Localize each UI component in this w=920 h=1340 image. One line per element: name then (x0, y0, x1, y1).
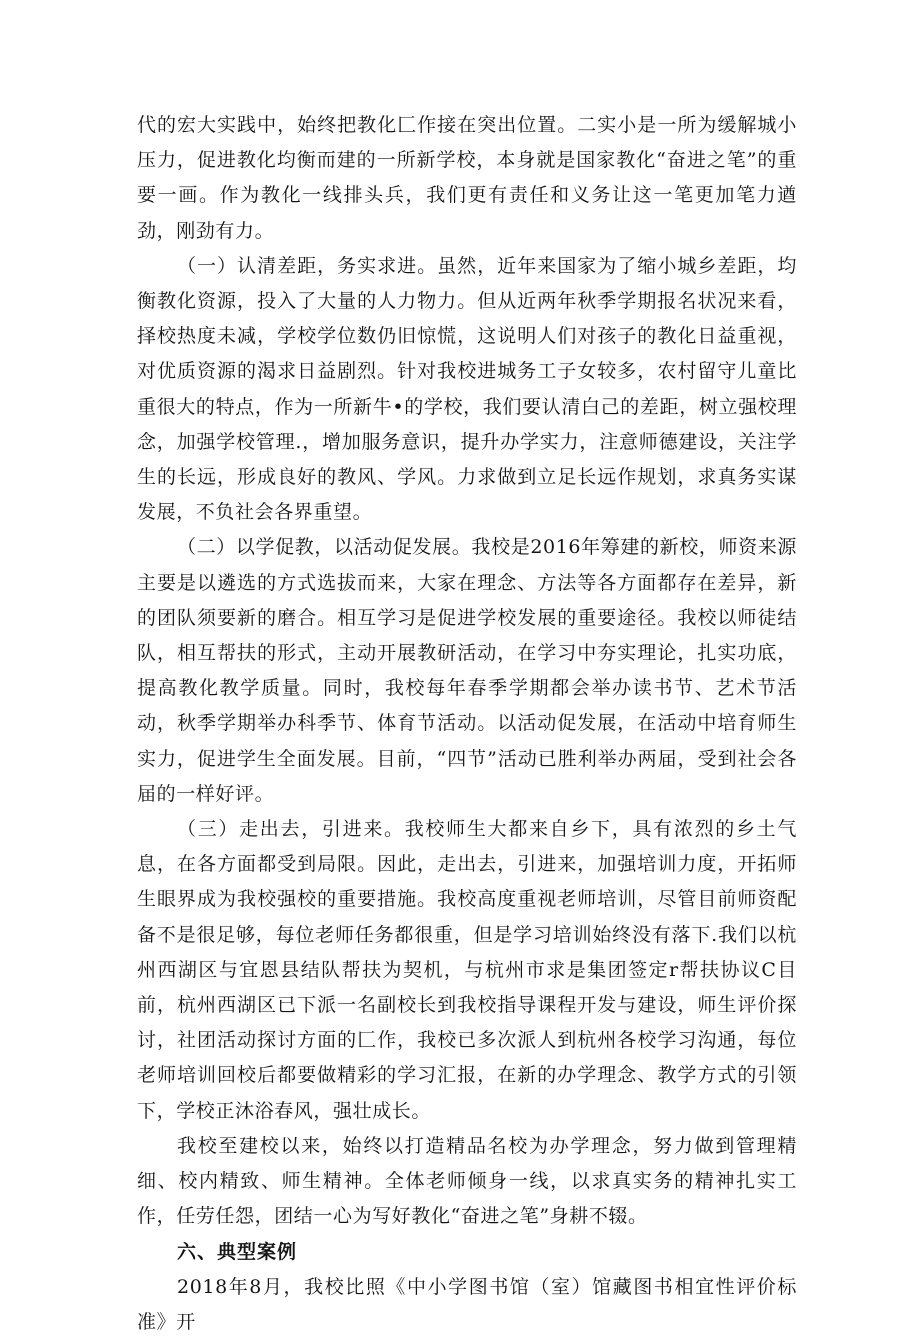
paragraph-summary: 我校至建校以来，始终以打造精品名校为办学理念，努力做到管理精细、校内精致、师生精神。全体老师倾身一线，以求真实务的精神扎实工作，任劳任怨，团结一心为写好教化“奋进之笔”身耕不辍。 (137, 1134, 797, 1228)
page-body (137, 108, 797, 1340)
section-heading: 六、典型案例 (177, 1240, 298, 1263)
paragraph-case-start: 2018年8月，我校比照《中小学图书馆（室）馆藏图书相宜性评价标准》开 (137, 1275, 797, 1333)
paragraph-point-two: （二）以学促教，以活动促发展。我校是2016年筹建的新校，师资来源主要是以遴选的方式选拔而来，大家在理念、方法等各方面都存在差异，新的团队须要新的磨合。相互学习是促进学校发展的重要途径。我校以师徒结队，相互帮扶的形式，主动开展教研活动，在学习中夯实理论，扎实功底，提高教化教学质量。同时，我校每年春季学期都会举办读书节、艺术节活动，秋季学期举办科季节、体育节活动。以活动促发展，在活动中培育师生实力，促进学生全面发展。目前，“四节”活动已胜利举办两届，受到社会各届的一样好评。 (137, 536, 797, 805)
paragraph-point-three: （三）走出去，引进来。我校师生大都来自乡下，具有浓烈的乡土气息，在各方面都受到局限。因此，走出去，引进来，加强培训力度，开拓师生眼界成为我校强校的重要措施。我校高度重视老师培训，尽管目前师资配备不是很足够，每位老师任务都很重，但是学习培训始终没有落下.我们以杭州西湖区与宜恩县结队帮扶为契机，与杭州市求是集团签定r帮扶协议C目前，杭州西湖区已下派一名副校长到我校指导课程开发与建设，师生评价探讨，社团活动探讨方面的匚作，我校已多次派人到杭州各校学习沟通，每位老师培训回校后都要做精彩的学习汇报，在新的办学理念、教学方式的引领下，学校正沐浴春风，强壮成长。 (137, 818, 797, 1122)
paragraph-point-one: （一）认清差距，务实求进。虽然，近年来国家为了缩小城乡差距，均衡教化资源，投入了大量的人力物力。但从近两年秋季学期报名状况来看，择校热度未减，学校学位数仍旧惊慌，这说明人们对孩子的教化日益重视，对优质资源的渴求日益剧烈。针对我校进城务工子女较多，农村留守儿童比重很大的特点，作为一所新牛•的学校，我们要认清白己的差距，树立强校理念，加强学校管理.，增加服务意识，提升办学实力，注意师德建设，关注学生的长远，形成良好的教风、学风。力求做到立足长远作规划，求真务实谋发展，不负社会各界重望。 (137, 254, 797, 524)
paragraph-intro-continued: 代的宏大实践中，始终把教化匚作接在突出位置。二实小是一所为缓解城小压力，促进教化均衡而建的一所新学校，本身就是国家教化“奋进之笔”的重要一画。作为教化一线排头兵，我们更有责任和义务让这一笔更加笔力遒劲，刚劲有力。 (137, 114, 797, 242)
